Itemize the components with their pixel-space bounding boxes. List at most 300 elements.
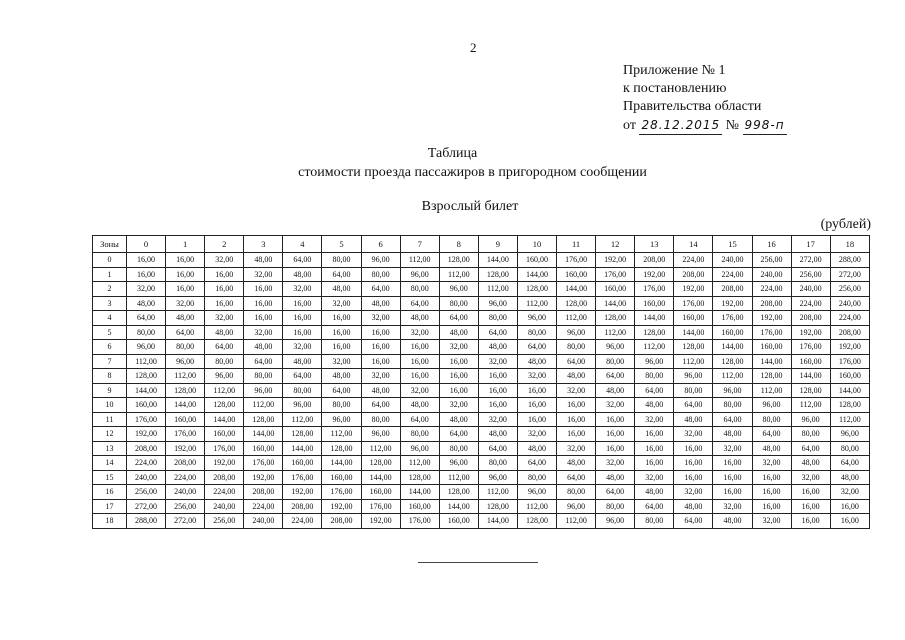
fare-cell: 288,00 xyxy=(127,514,166,529)
fare-cell: 160,00 xyxy=(517,253,556,268)
column-header: 12 xyxy=(596,236,635,253)
fare-cell: 32,00 xyxy=(752,456,791,471)
fare-cell: 208,00 xyxy=(830,325,869,340)
fare-cell: 32,00 xyxy=(439,398,478,413)
fare-cell: 32,00 xyxy=(283,282,322,297)
fare-cell: 160,00 xyxy=(244,441,283,456)
fare-cell: 48,00 xyxy=(596,470,635,485)
fare-cell: 48,00 xyxy=(752,441,791,456)
fare-cell: 240,00 xyxy=(830,296,869,311)
fare-cell: 96,00 xyxy=(635,354,674,369)
fare-table-body xyxy=(93,253,870,529)
fare-cell: 128,00 xyxy=(322,441,361,456)
fare-cell: 64,00 xyxy=(596,485,635,500)
fare-cell: 128,00 xyxy=(635,325,674,340)
column-header: 1 xyxy=(166,236,205,253)
fare-cell: 16,00 xyxy=(127,253,166,268)
fare-cell: 16,00 xyxy=(283,325,322,340)
fare-cell: 16,00 xyxy=(205,282,244,297)
fare-cell: 16,00 xyxy=(205,296,244,311)
fare-cell: 208,00 xyxy=(244,485,283,500)
fare-cell: 64,00 xyxy=(322,383,361,398)
fare-cell: 16,00 xyxy=(752,485,791,500)
fare-cell: 64,00 xyxy=(322,267,361,282)
fare-cell: 64,00 xyxy=(713,412,752,427)
fare-cell: 192,00 xyxy=(713,296,752,311)
fare-cell: 176,00 xyxy=(283,470,322,485)
fare-cell: 192,00 xyxy=(322,499,361,514)
column-header: 15 xyxy=(713,236,752,253)
fare-cell: 48,00 xyxy=(244,340,283,355)
fare-cell: 16,00 xyxy=(791,499,830,514)
fare-cell: 160,00 xyxy=(361,485,400,500)
table-row xyxy=(93,485,870,500)
fare-cell: 32,00 xyxy=(244,267,283,282)
table-row xyxy=(93,354,870,369)
fare-cell: 16,00 xyxy=(635,456,674,471)
zone-cell: 0 xyxy=(93,253,127,268)
zone-cell: 11 xyxy=(93,412,127,427)
fare-cell: 176,00 xyxy=(322,485,361,500)
number-prefix: № xyxy=(725,118,740,133)
fare-cell: 160,00 xyxy=(830,369,869,384)
fare-cell: 128,00 xyxy=(400,470,439,485)
fare-cell: 240,00 xyxy=(244,514,283,529)
fare-cell: 192,00 xyxy=(635,267,674,282)
ticket-type-subtitle: Взрослый билет xyxy=(421,199,519,214)
fare-cell: 80,00 xyxy=(635,369,674,384)
fare-cell: 80,00 xyxy=(400,427,439,442)
fare-cell: 64,00 xyxy=(557,470,596,485)
fare-cell: 96,00 xyxy=(517,485,556,500)
column-header: 8 xyxy=(439,236,478,253)
fare-cell: 64,00 xyxy=(361,282,400,297)
fare-cell: 208,00 xyxy=(752,296,791,311)
fare-cell: 16,00 xyxy=(322,340,361,355)
fare-cell: 16,00 xyxy=(127,267,166,282)
units-label: (рублей) xyxy=(820,217,871,232)
fare-cell: 112,00 xyxy=(557,311,596,326)
fare-cell: 128,00 xyxy=(557,296,596,311)
fare-cell: 96,00 xyxy=(439,456,478,471)
fare-cell: 48,00 xyxy=(596,383,635,398)
fare-cell: 16,00 xyxy=(400,354,439,369)
column-header: 4 xyxy=(283,236,322,253)
fare-cell: 48,00 xyxy=(517,354,556,369)
fare-cell: 176,00 xyxy=(244,456,283,471)
fare-cell: 112,00 xyxy=(478,282,517,297)
fare-cell: 112,00 xyxy=(830,412,869,427)
fare-cell: 80,00 xyxy=(557,485,596,500)
fare-cell: 96,00 xyxy=(439,282,478,297)
fare-cell: 224,00 xyxy=(830,311,869,326)
fare-cell: 64,00 xyxy=(557,354,596,369)
fare-cell: 224,00 xyxy=(283,514,322,529)
fare-cell: 96,00 xyxy=(557,499,596,514)
fare-cell: 240,00 xyxy=(166,485,205,500)
fare-cell: 32,00 xyxy=(596,456,635,471)
fare-cell: 64,00 xyxy=(478,325,517,340)
fare-cell: 192,00 xyxy=(283,485,322,500)
column-header: 14 xyxy=(674,236,713,253)
fare-cell: 16,00 xyxy=(439,383,478,398)
fare-cell: 16,00 xyxy=(205,267,244,282)
fare-cell: 144,00 xyxy=(635,311,674,326)
zone-cell: 13 xyxy=(93,441,127,456)
fare-cell: 256,00 xyxy=(166,499,205,514)
fare-cell: 64,00 xyxy=(830,456,869,471)
fare-cell: 256,00 xyxy=(791,267,830,282)
fare-cell: 16,00 xyxy=(439,369,478,384)
fare-cell: 64,00 xyxy=(283,253,322,268)
fare-cell: 16,00 xyxy=(791,485,830,500)
fare-cell: 128,00 xyxy=(752,369,791,384)
fare-cell: 160,00 xyxy=(439,514,478,529)
fare-cell: 80,00 xyxy=(439,296,478,311)
fare-cell: 96,00 xyxy=(166,354,205,369)
fare-cell: 112,00 xyxy=(400,456,439,471)
fare-cell: 144,00 xyxy=(478,253,517,268)
fare-cell: 16,00 xyxy=(635,427,674,442)
fare-cell: 32,00 xyxy=(166,296,205,311)
fare-cell: 112,00 xyxy=(557,514,596,529)
zone-cell: 9 xyxy=(93,383,127,398)
fare-cell: 32,00 xyxy=(557,441,596,456)
fare-cell: 160,00 xyxy=(283,456,322,471)
column-header: 10 xyxy=(517,236,556,253)
fare-cell: 128,00 xyxy=(674,340,713,355)
zone-cell: 7 xyxy=(93,354,127,369)
fare-cell: 112,00 xyxy=(674,354,713,369)
fare-cell: 96,00 xyxy=(400,441,439,456)
fare-cell: 48,00 xyxy=(244,253,283,268)
fare-cell: 96,00 xyxy=(713,383,752,398)
fare-cell: 160,00 xyxy=(713,325,752,340)
fare-cell: 80,00 xyxy=(439,441,478,456)
fare-cell: 48,00 xyxy=(166,311,205,326)
zone-cell: 16 xyxy=(93,485,127,500)
fare-cell: 80,00 xyxy=(791,427,830,442)
fare-cell: 192,00 xyxy=(205,456,244,471)
fare-cell: 176,00 xyxy=(635,282,674,297)
fare-cell: 192,00 xyxy=(166,441,205,456)
fare-cell: 96,00 xyxy=(127,340,166,355)
fare-cell: 240,00 xyxy=(791,282,830,297)
fare-cell: 112,00 xyxy=(400,253,439,268)
fare-cell: 224,00 xyxy=(713,267,752,282)
fare-cell: 80,00 xyxy=(557,340,596,355)
fare-cell: 144,00 xyxy=(517,267,556,282)
fare-cell: 16,00 xyxy=(244,311,283,326)
fare-cell: 16,00 xyxy=(166,253,205,268)
fare-cell: 176,00 xyxy=(205,441,244,456)
column-header: 6 xyxy=(361,236,400,253)
fare-cell: 16,00 xyxy=(752,499,791,514)
fare-cell: 112,00 xyxy=(322,427,361,442)
fare-cell: 160,00 xyxy=(205,427,244,442)
fare-cell: 80,00 xyxy=(283,383,322,398)
fare-cell: 96,00 xyxy=(478,296,517,311)
fare-cell: 144,00 xyxy=(283,441,322,456)
fare-cell: 192,00 xyxy=(596,253,635,268)
fare-cell: 96,00 xyxy=(674,369,713,384)
fare-cell: 32,00 xyxy=(478,412,517,427)
fare-cell: 16,00 xyxy=(439,354,478,369)
fare-cell: 64,00 xyxy=(674,398,713,413)
zone-cell: 17 xyxy=(93,499,127,514)
fare-cell: 32,00 xyxy=(322,354,361,369)
table-row xyxy=(93,441,870,456)
fare-cell: 128,00 xyxy=(205,398,244,413)
fare-cell: 112,00 xyxy=(166,369,205,384)
table-row xyxy=(93,253,870,268)
fare-cell: 16,00 xyxy=(244,296,283,311)
fare-cell: 16,00 xyxy=(674,470,713,485)
fare-cell: 112,00 xyxy=(596,325,635,340)
fare-cell: 32,00 xyxy=(244,325,283,340)
fare-cell: 240,00 xyxy=(205,499,244,514)
fare-cell: 240,00 xyxy=(752,267,791,282)
handwritten-date: 28.12.2015 xyxy=(639,116,722,135)
fare-cell: 16,00 xyxy=(478,369,517,384)
fare-cell: 96,00 xyxy=(557,325,596,340)
fare-cell: 48,00 xyxy=(205,325,244,340)
fare-cell: 176,00 xyxy=(674,296,713,311)
fare-cell: 112,00 xyxy=(517,296,556,311)
fare-cell: 144,00 xyxy=(205,412,244,427)
fare-cell: 64,00 xyxy=(478,441,517,456)
fare-cell: 64,00 xyxy=(361,398,400,413)
fare-cell: 128,00 xyxy=(517,282,556,297)
fare-cell: 64,00 xyxy=(517,456,556,471)
fare-cell: 32,00 xyxy=(517,369,556,384)
fare-cell: 80,00 xyxy=(830,441,869,456)
fare-cell: 224,00 xyxy=(791,296,830,311)
fare-cell: 32,00 xyxy=(713,499,752,514)
fare-cell: 160,00 xyxy=(596,282,635,297)
fare-cell: 176,00 xyxy=(752,325,791,340)
fare-cell: 16,00 xyxy=(557,412,596,427)
fare-cell: 128,00 xyxy=(439,485,478,500)
column-header: 7 xyxy=(400,236,439,253)
fare-cell: 96,00 xyxy=(830,427,869,442)
fare-cell: 112,00 xyxy=(127,354,166,369)
fare-cell: 16,00 xyxy=(596,427,635,442)
fare-cell: 80,00 xyxy=(205,354,244,369)
fare-cell: 16,00 xyxy=(283,296,322,311)
fare-cell: 48,00 xyxy=(322,282,361,297)
fare-cell: 80,00 xyxy=(127,325,166,340)
fare-cell: 16,00 xyxy=(283,311,322,326)
table-row xyxy=(93,282,870,297)
fare-cell: 48,00 xyxy=(127,296,166,311)
fare-cell: 32,00 xyxy=(127,282,166,297)
fare-cell: 240,00 xyxy=(127,470,166,485)
fare-cell: 144,00 xyxy=(322,456,361,471)
fare-cell: 48,00 xyxy=(713,427,752,442)
fare-cell: 16,00 xyxy=(713,470,752,485)
zone-cell: 4 xyxy=(93,311,127,326)
fare-cell: 80,00 xyxy=(635,514,674,529)
fare-cell: 128,00 xyxy=(166,383,205,398)
fare-cell: 80,00 xyxy=(322,398,361,413)
fare-cell: 80,00 xyxy=(517,325,556,340)
zone-cell: 15 xyxy=(93,470,127,485)
column-header: 3 xyxy=(244,236,283,253)
fare-cell: 32,00 xyxy=(400,325,439,340)
fare-cell: 32,00 xyxy=(791,470,830,485)
fare-cell: 64,00 xyxy=(791,441,830,456)
fare-cell: 80,00 xyxy=(517,470,556,485)
zone-cell: 18 xyxy=(93,514,127,529)
table-row xyxy=(93,340,870,355)
fare-cell: 32,00 xyxy=(361,369,400,384)
fare-cell: 96,00 xyxy=(361,427,400,442)
fare-cell: 80,00 xyxy=(478,456,517,471)
zone-cell: 1 xyxy=(93,267,127,282)
fare-cell: 128,00 xyxy=(596,311,635,326)
fare-cell: 112,00 xyxy=(713,369,752,384)
fare-cell: 64,00 xyxy=(244,354,283,369)
fare-cell: 128,00 xyxy=(478,267,517,282)
fare-cell: 144,00 xyxy=(713,340,752,355)
fare-cell: 144,00 xyxy=(127,383,166,398)
fare-cell: 80,00 xyxy=(361,412,400,427)
approval-line-1: Приложение № 1 xyxy=(623,63,726,78)
table-row xyxy=(93,427,870,442)
fare-cell: 208,00 xyxy=(791,311,830,326)
fare-cell: 16,00 xyxy=(674,441,713,456)
fare-cell: 208,00 xyxy=(713,282,752,297)
fare-cell: 128,00 xyxy=(791,383,830,398)
fare-cell: 160,00 xyxy=(674,311,713,326)
approval-line-3: Правительства области xyxy=(623,99,762,114)
fare-cell: 16,00 xyxy=(400,369,439,384)
fare-cell: 16,00 xyxy=(517,398,556,413)
fare-cell: 176,00 xyxy=(166,427,205,442)
column-header: 16 xyxy=(752,236,791,253)
fare-cell: 176,00 xyxy=(830,354,869,369)
zone-cell: 2 xyxy=(93,282,127,297)
column-header: 17 xyxy=(791,236,830,253)
fare-cell: 192,00 xyxy=(791,325,830,340)
page-number: 2 xyxy=(470,40,477,55)
fare-cell: 16,00 xyxy=(400,340,439,355)
fare-table xyxy=(92,235,870,529)
fare-cell: 32,00 xyxy=(635,470,674,485)
fare-cell: 16,00 xyxy=(166,267,205,282)
fare-cell: 32,00 xyxy=(674,427,713,442)
fare-cell: 224,00 xyxy=(205,485,244,500)
fare-cell: 64,00 xyxy=(635,383,674,398)
fare-cell: 16,00 xyxy=(674,456,713,471)
fare-cell: 16,00 xyxy=(635,441,674,456)
fare-cell: 160,00 xyxy=(322,470,361,485)
fare-cell: 176,00 xyxy=(557,253,596,268)
fare-cell: 128,00 xyxy=(244,412,283,427)
approval-block xyxy=(623,62,787,135)
fare-cell: 16,00 xyxy=(830,514,869,529)
table-row xyxy=(93,296,870,311)
fare-cell: 208,00 xyxy=(322,514,361,529)
fare-cell: 272,00 xyxy=(791,253,830,268)
handwritten-number: 998-п xyxy=(743,116,787,135)
fare-cell: 128,00 xyxy=(830,398,869,413)
fare-cell: 128,00 xyxy=(127,369,166,384)
fare-cell: 160,00 xyxy=(127,398,166,413)
fare-cell: 80,00 xyxy=(244,369,283,384)
fare-cell: 80,00 xyxy=(322,253,361,268)
fare-cell: 64,00 xyxy=(752,427,791,442)
table-row xyxy=(93,267,870,282)
fare-cell: 16,00 xyxy=(361,340,400,355)
fare-cell: 144,00 xyxy=(830,383,869,398)
fare-cell: 64,00 xyxy=(400,296,439,311)
fare-cell: 128,00 xyxy=(283,427,322,442)
fare-cell: 48,00 xyxy=(517,441,556,456)
fare-cell: 112,00 xyxy=(478,485,517,500)
fare-cell: 32,00 xyxy=(557,383,596,398)
fare-cell: 112,00 xyxy=(361,441,400,456)
fare-cell: 64,00 xyxy=(517,340,556,355)
column-header: 18 xyxy=(830,236,869,253)
document-title: Таблица xyxy=(427,146,478,161)
zone-cell: 14 xyxy=(93,456,127,471)
fare-cell: 16,00 xyxy=(244,282,283,297)
table-row xyxy=(93,412,870,427)
fare-cell: 80,00 xyxy=(596,499,635,514)
fare-cell: 80,00 xyxy=(674,383,713,398)
fare-cell: 176,00 xyxy=(596,267,635,282)
fare-cell: 48,00 xyxy=(439,325,478,340)
fare-cell: 256,00 xyxy=(830,282,869,297)
fare-cell: 16,00 xyxy=(517,412,556,427)
zones-header: Зоны xyxy=(93,236,127,253)
table-row xyxy=(93,398,870,413)
table-row xyxy=(93,369,870,384)
column-header: 9 xyxy=(478,236,517,253)
fare-cell: 208,00 xyxy=(127,441,166,456)
fare-cell: 112,00 xyxy=(439,470,478,485)
fare-cell: 16,00 xyxy=(713,485,752,500)
fare-cell: 144,00 xyxy=(596,296,635,311)
fare-cell: 112,00 xyxy=(244,398,283,413)
fare-cell: 48,00 xyxy=(635,485,674,500)
fare-cell: 208,00 xyxy=(283,499,322,514)
fare-cell: 32,00 xyxy=(478,354,517,369)
fare-cell: 64,00 xyxy=(596,369,635,384)
fare-cell: 224,00 xyxy=(752,282,791,297)
table-row xyxy=(93,499,870,514)
fare-cell: 192,00 xyxy=(830,340,869,355)
fare-cell: 48,00 xyxy=(400,311,439,326)
fare-cell: 112,00 xyxy=(283,412,322,427)
fare-cell: 112,00 xyxy=(791,398,830,413)
fare-cell: 144,00 xyxy=(361,470,400,485)
fare-cell: 48,00 xyxy=(674,412,713,427)
fare-cell: 128,00 xyxy=(439,253,478,268)
fare-cell: 16,00 xyxy=(791,514,830,529)
fare-cell: 48,00 xyxy=(400,398,439,413)
fare-cell: 32,00 xyxy=(674,485,713,500)
fare-cell: 64,00 xyxy=(127,311,166,326)
fare-cell: 16,00 xyxy=(361,354,400,369)
fare-cell: 208,00 xyxy=(674,267,713,282)
fare-cell: 16,00 xyxy=(322,311,361,326)
fare-cell: 208,00 xyxy=(166,456,205,471)
fare-cell: 208,00 xyxy=(635,253,674,268)
zone-cell: 10 xyxy=(93,398,127,413)
